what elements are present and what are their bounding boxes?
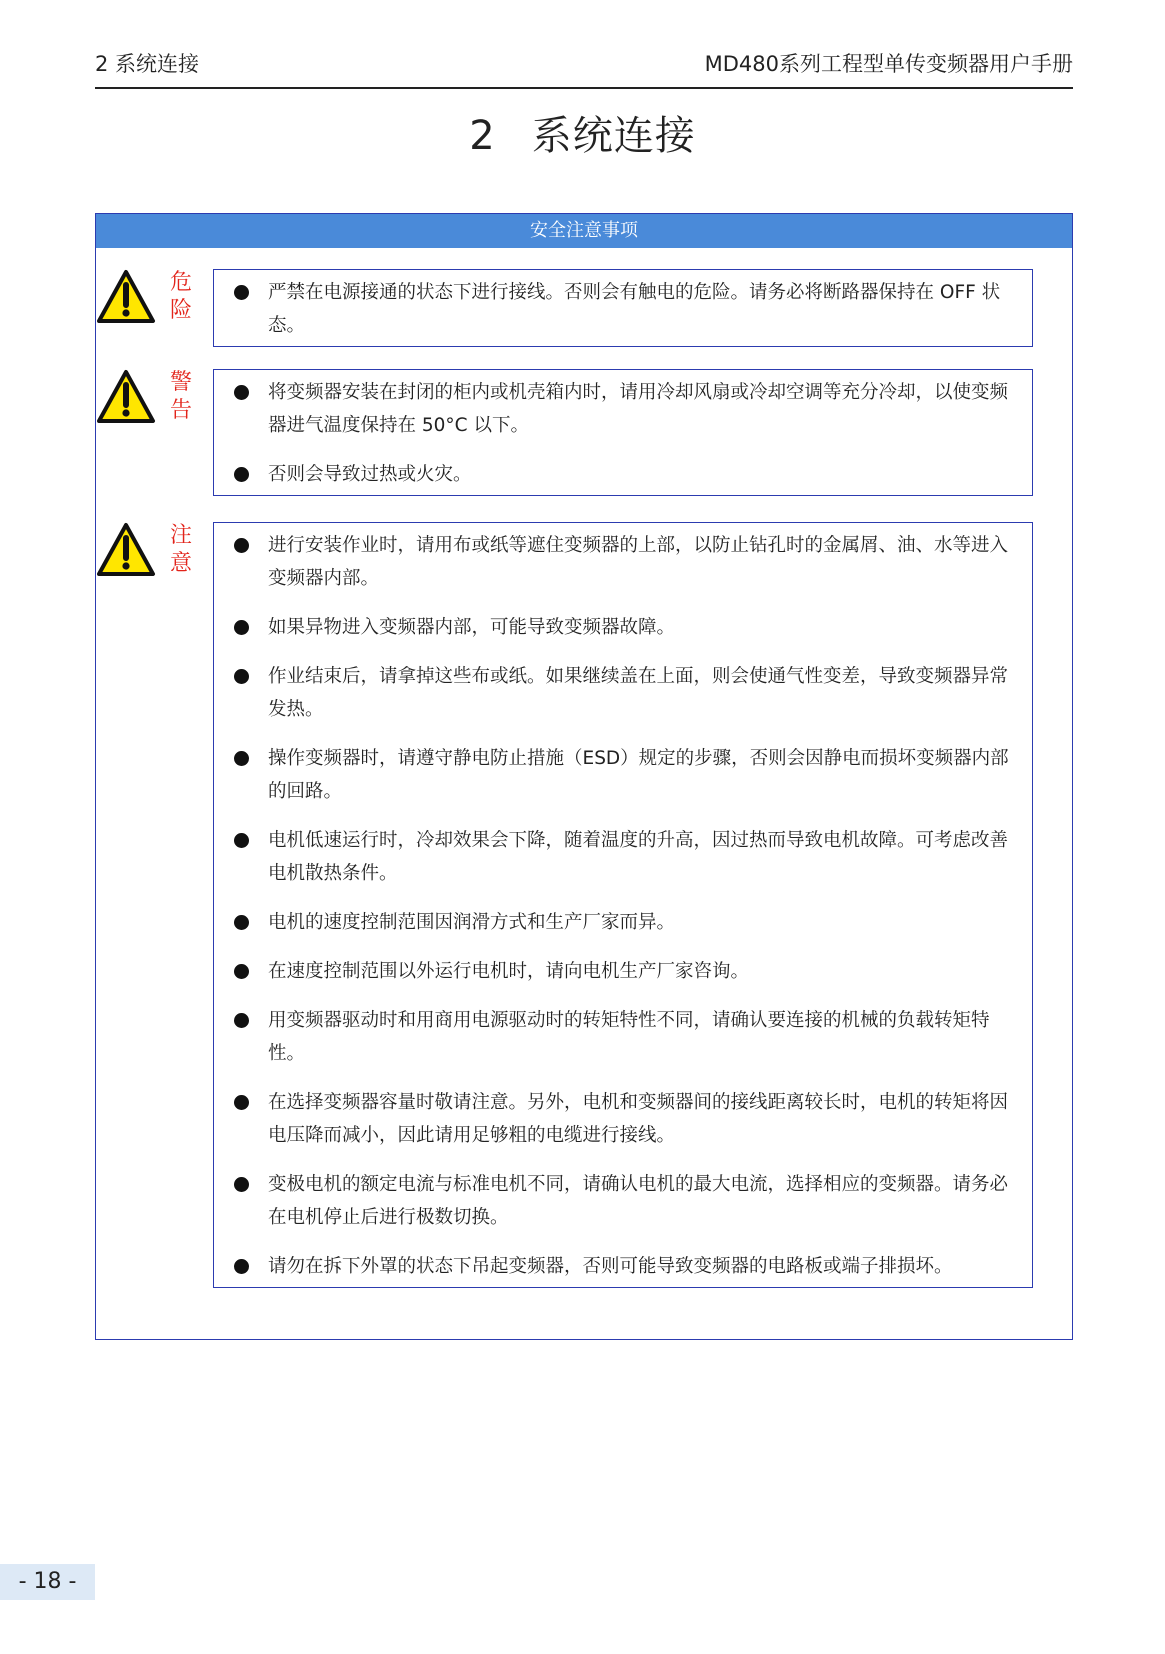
warning-label: 警 告 (169, 370, 192, 423)
running-header-chapter: 2 系统连接 (95, 52, 200, 76)
warning-message-box (213, 369, 1033, 496)
bullet-icon (234, 669, 249, 684)
bullet-icon (234, 1259, 249, 1274)
bullet-icon (234, 467, 249, 482)
bullet-icon (234, 620, 249, 635)
chapter-number: 2 (469, 113, 496, 159)
bullet-icon (234, 285, 249, 300)
bullet-icon (234, 751, 249, 766)
safety-precautions-box (95, 213, 1073, 1340)
list-item: 操作变频器时，请遵守静电防止措施（ESD）规定的步骤，否则会因静电而损坏变频器内部的回路。 (230, 742, 1016, 808)
warning-triangle-icon (96, 369, 156, 425)
list-item: 作业结束后，请拿掉这些布或纸。如果继续盖在上面，则会使通气性变差，导致变频器异常发热。 (230, 660, 1016, 726)
list-item: 电机的速度控制范围因润滑方式和生产厂家而异。 (230, 906, 1016, 939)
list-item: 变极电机的额定电流与标准电机不同，请确认电机的最大电流，选择相应的变频器。请务必在电机停止后进行极数切换。 (230, 1168, 1016, 1234)
header-divider (95, 87, 1073, 89)
bullet-icon (234, 1177, 249, 1192)
bullet-icon (234, 1095, 249, 1110)
caution-label: 注 意 (169, 523, 192, 576)
running-header-manual-title: MD480系列工程型单传变频器用户手册 (704, 52, 1073, 76)
caution-message-box (213, 522, 1033, 1288)
chapter-name: 系统连接 (531, 113, 696, 159)
bullet-icon (234, 915, 249, 930)
list-item: 用变频器驱动时和用商用电源驱动时的转矩特性不同，请确认要连接的机械的负载转矩特性。 (230, 1004, 1016, 1070)
danger-message-box (213, 269, 1033, 347)
warning-triangle-icon (96, 522, 156, 578)
page-number: - 18 - (0, 1564, 95, 1600)
warning-triangle-icon (96, 269, 156, 325)
list-item: 否则会导致过热或火灾。 (230, 458, 1016, 491)
bullet-icon (234, 1013, 249, 1028)
list-item: 严禁在电源接通的状态下进行接线。否则会有触电的危险。请务必将断路器保持在 OFF 状态。 (230, 276, 1016, 342)
bullet-icon (234, 964, 249, 979)
list-item: 请勿在拆下外罩的状态下吊起变频器，否则可能导致变频器的电路板或端子排损坏。 (230, 1250, 1016, 1283)
bullet-icon (234, 833, 249, 848)
list-item: 在速度控制范围以外运行电机时，请向电机生产厂家咨询。 (230, 955, 1016, 988)
list-item: 电机低速运行时，冷却效果会下降，随着温度的升高，因过热而导致电机故障。可考虑改善电机散热条件。 (230, 824, 1016, 890)
list-item: 如果异物进入变频器内部，可能导致变频器故障。 (230, 611, 1016, 644)
bullet-icon (234, 538, 249, 553)
safety-precautions-title: 安全注意事项 (96, 214, 1072, 248)
chapter-title (0, 104, 1165, 161)
bullet-icon (234, 385, 249, 400)
list-item: 在选择变频器容量时敬请注意。另外，电机和变频器间的接线距离较长时，电机的转矩将因电压降而减小，因此请用足够粗的电缆进行接线。 (230, 1086, 1016, 1152)
list-item: 进行安装作业时，请用布或纸等遮住变频器的上部，以防止钻孔时的金属屑、油、水等进入变频器内部。 (230, 529, 1016, 595)
list-item: 将变频器安装在封闭的柜内或机壳箱内时，请用冷却风扇或冷却空调等充分冷却，以使变频器进气温度保持在 50°C 以下。 (230, 376, 1016, 442)
danger-label: 危 险 (169, 270, 192, 323)
